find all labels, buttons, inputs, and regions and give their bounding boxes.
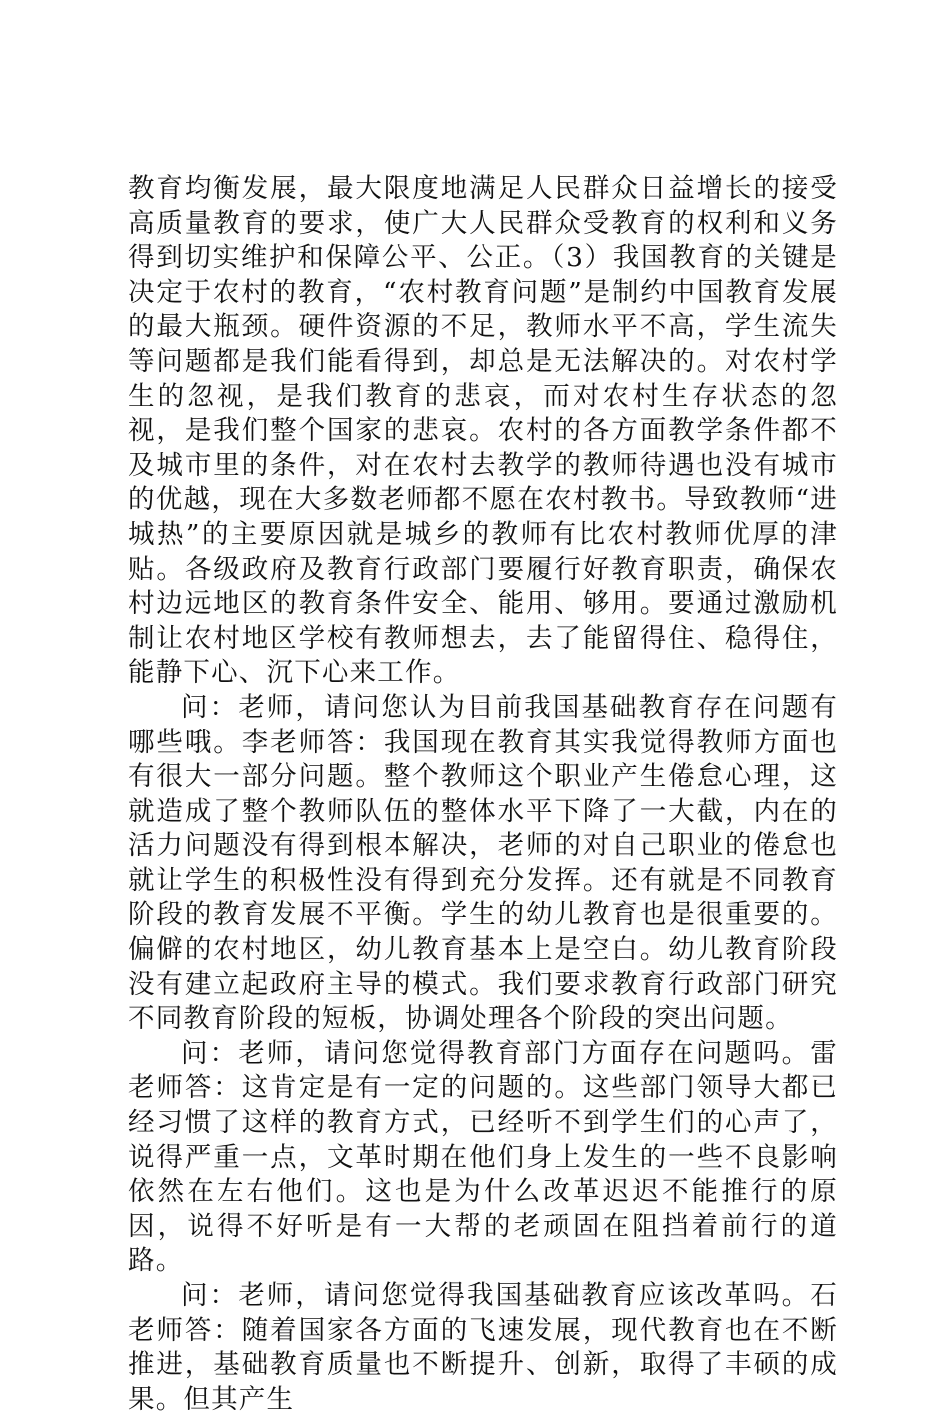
paragraph-3: 问：老师，请问您觉得教育部门方面存在问题吗。雷老师答：这肯定是有一定的问题的。这些部门领导大都已经习惯了这样的教育方式，已经听不到学生们的心声了，说得严重一点，文革时期在他们身上发生的一些不良影响依然在左右他们。这也是为什么改革迟迟不能推行的原因，说得不好听是有一大帮的老顽固在阻挡着前行的道路。 [128, 1037, 838, 1277]
document-body [128, 172, 838, 1417]
paragraph-4: 问：老师，请问您觉得我国基础教育应该改革吗。石老师答：随着国家各方面的飞速发展，现代教育也在不断推进，基础教育质量也不断提升、创新，取得了丰硕的成果。但其产生 [128, 1280, 838, 1415]
paragraph-1: 教育均衡发展，最大限度地满足人民群众日益增长的接受高质量教育的要求，使广大人民群众受教育的权利和义务得到切实维护和保障公平、公正。（3）我国教育的关键是决定于农村的教育，“农村教育问题”是制约中国教育发展的最大瓶颈。硬件资源的不足，教师水平不高，学生流失等问题都是我们能看得到，却总是无法解决的。对农村学生的忽视，是我们教育的悲哀，而对农村生存状态的忽视，是我们整个国家的悲哀。农村的各方面教学条件都不及城市里的条件，对在农村去教学的教师待遇也没有城市的优越，现在大多数老师都不愿在农村教书。导致教师“进城热”的主要原因就是城乡的教师有比农村教师优厚的津贴。各级政府及教育行政部门要履行好教育职责，确保农村边远地区的教育条件安全、能用、够用。要通过激励机制让农村地区学校有教师想去，去了能留得住、稳得住，能静下心、沉下心来工作。 [128, 173, 838, 689]
paragraph-2: 问：老师，请问您认为目前我国基础教育存在问题有哪些哦。李老师答：我国现在教育其实我觉得教师方面也有很大一部分问题。整个教师这个职业产生倦怠心理，这就造成了整个教师队伍的整体水平下降了一大截，内在的活力问题没有得到根本解决，老师的对自己职业的倦怠也就让学生的积极性没有得到充分发挥。还有就是不同教育阶段的教育发展不平衡。学生的幼儿教育也是很重要的。偏僻的农村地区，幼儿教育基本上是空白。幼儿教育阶段没有建立起政府主导的模式。我们要求教育行政部门研究不同教育阶段的短板，协调处理各个阶段的突出问题。 [128, 691, 838, 1035]
